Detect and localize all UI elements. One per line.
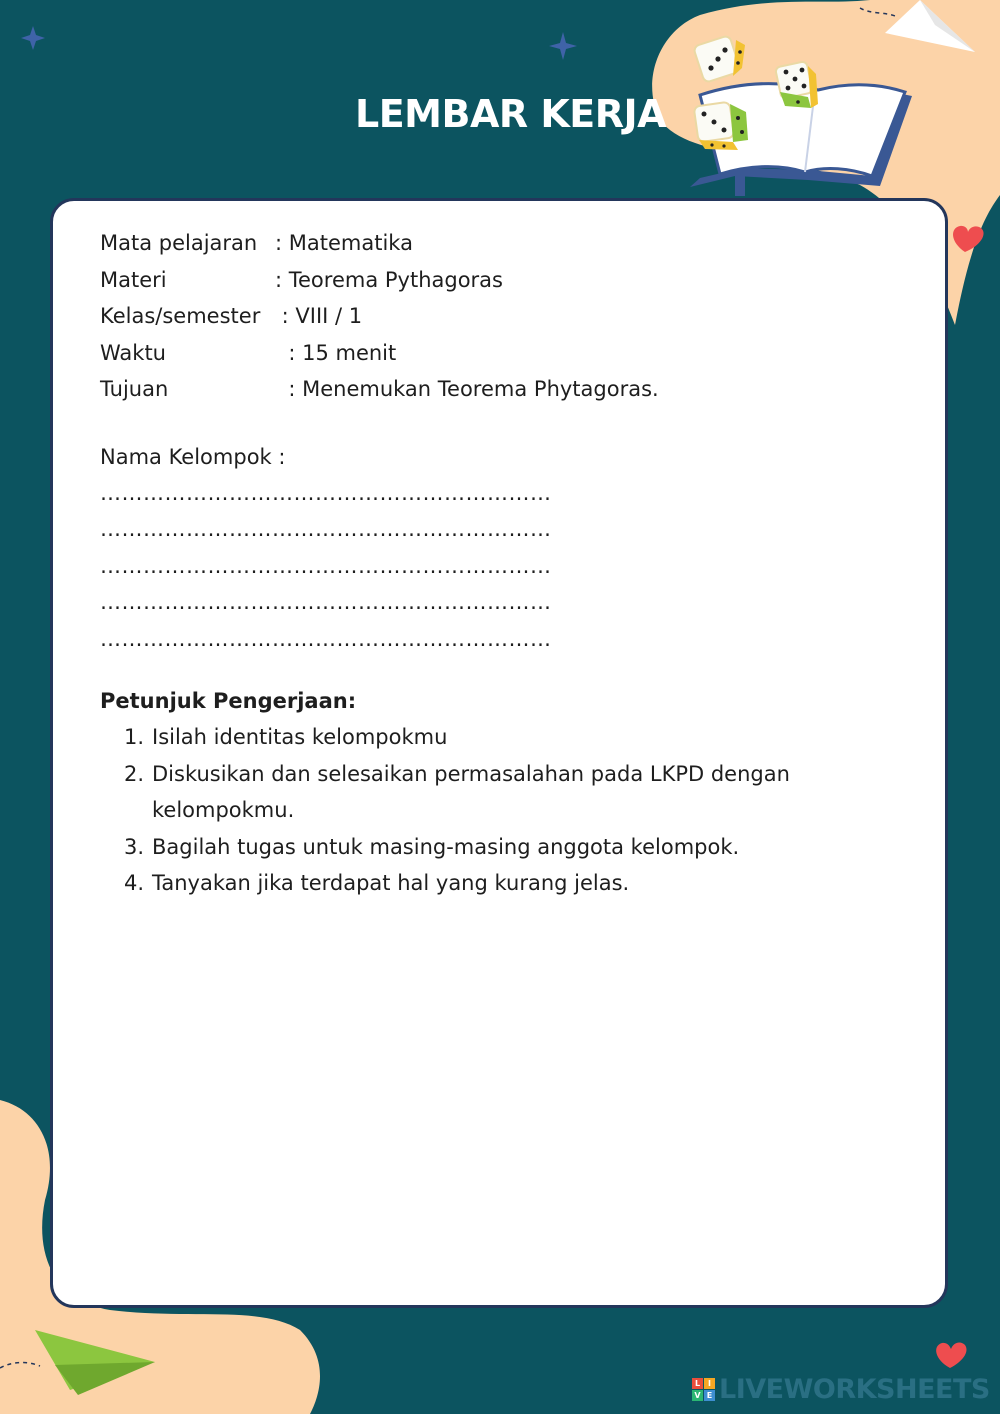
page-title: LEMBAR KERJA <box>355 92 667 136</box>
info-row-class <box>100 298 860 335</box>
list-item-number: 2. <box>124 761 145 786</box>
info-value: : Menemukan Teorema Phytagoras. <box>275 377 659 402</box>
info-row-time <box>100 335 860 372</box>
worksheet-content <box>100 225 860 902</box>
list-item-text: Bagilah tugas untuk masing-masing anggota kelompok. <box>152 834 740 859</box>
info-row-topic <box>100 262 860 299</box>
info-value: : VIII / 1 <box>275 304 363 329</box>
group-member-line[interactable]: ……………………………………………………… <box>100 590 552 615</box>
info-row-subject <box>100 225 860 262</box>
logo-square: E <box>704 1390 715 1401</box>
info-label: Kelas/semester <box>100 304 261 329</box>
list-item-number: 1. <box>124 725 145 749</box>
instructions-title: Petunjuk Pengerjaan: <box>100 689 357 713</box>
info-label: Mata pelajaran <box>100 231 258 256</box>
liveworksheets-logo[interactable] <box>692 1374 990 1405</box>
list-item <box>100 865 860 902</box>
list-item-number: 4. <box>124 871 145 895</box>
logo-square: I <box>704 1378 715 1389</box>
list-item-text: Diskusikan dan selesaikan permasalahan pada LKPD dengan kelompokmu. <box>152 761 790 822</box>
group-name-label: Nama Kelompok : <box>100 444 286 469</box>
logo-squares-icon <box>692 1378 715 1401</box>
logo-text: LIVEWORKSHEETS <box>719 1374 990 1405</box>
list-item-text: Tanyakan jika terdapat hal yang kurang jelas. <box>152 871 630 895</box>
sparkle-icon <box>21 26 577 60</box>
info-label: Tujuan <box>100 377 169 402</box>
list-item-text: Isilah identitas kelompokmu <box>152 725 448 749</box>
list-item <box>100 829 860 866</box>
info-value: : 15 menit <box>275 340 397 365</box>
group-member-line[interactable]: ……………………………………………………… <box>100 480 552 505</box>
logo-square: L <box>692 1378 703 1389</box>
info-label: Materi <box>100 267 167 292</box>
list-item <box>100 756 860 829</box>
info-value: : Matematika <box>275 231 413 256</box>
group-member-line[interactable]: ……………………………………………………… <box>100 517 552 542</box>
list-item-number: 3. <box>124 834 145 859</box>
group-member-line[interactable]: ……………………………………………………… <box>100 626 552 651</box>
info-value: : Teorema Pythagoras <box>275 267 503 292</box>
instructions-list <box>100 719 860 902</box>
info-section <box>100 225 860 408</box>
logo-square: V <box>692 1390 703 1401</box>
group-member-line[interactable]: ……………………………………………………… <box>100 553 552 578</box>
info-label: Waktu <box>100 340 166 365</box>
info-row-objective <box>100 371 860 408</box>
list-item <box>100 719 860 756</box>
